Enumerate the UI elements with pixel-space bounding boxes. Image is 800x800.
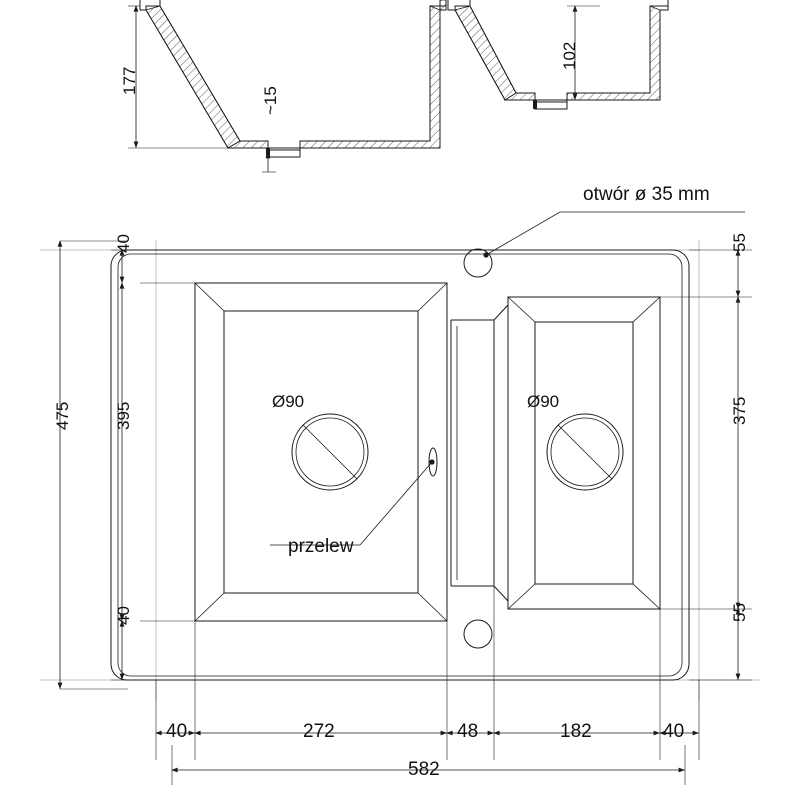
- plan-view: [40, 212, 760, 785]
- dimension-left-bowl-width: 272: [303, 721, 335, 742]
- drawing-canvas: 177 102 ~15 otwór ø 35 mm przelew Ø90 Ø90 40 395 40 475 55 375 55 40 272 48 182 40 582: [0, 0, 800, 800]
- dimension-divider-width: 48: [457, 721, 479, 742]
- dimension-right-margin: 40: [663, 721, 685, 742]
- label-drain-right: Ø90: [527, 392, 560, 411]
- label-drain-left: Ø90: [272, 392, 305, 411]
- dimension-left-margin: 40: [166, 721, 188, 742]
- note-tap-hole: otwór ø 35 mm: [583, 184, 710, 205]
- cross-section-view: [128, 0, 668, 172]
- dimension-total-width: 582: [408, 759, 440, 780]
- note-overflow: przelew: [288, 536, 354, 557]
- dimension-right-bowl-width: 182: [560, 721, 592, 742]
